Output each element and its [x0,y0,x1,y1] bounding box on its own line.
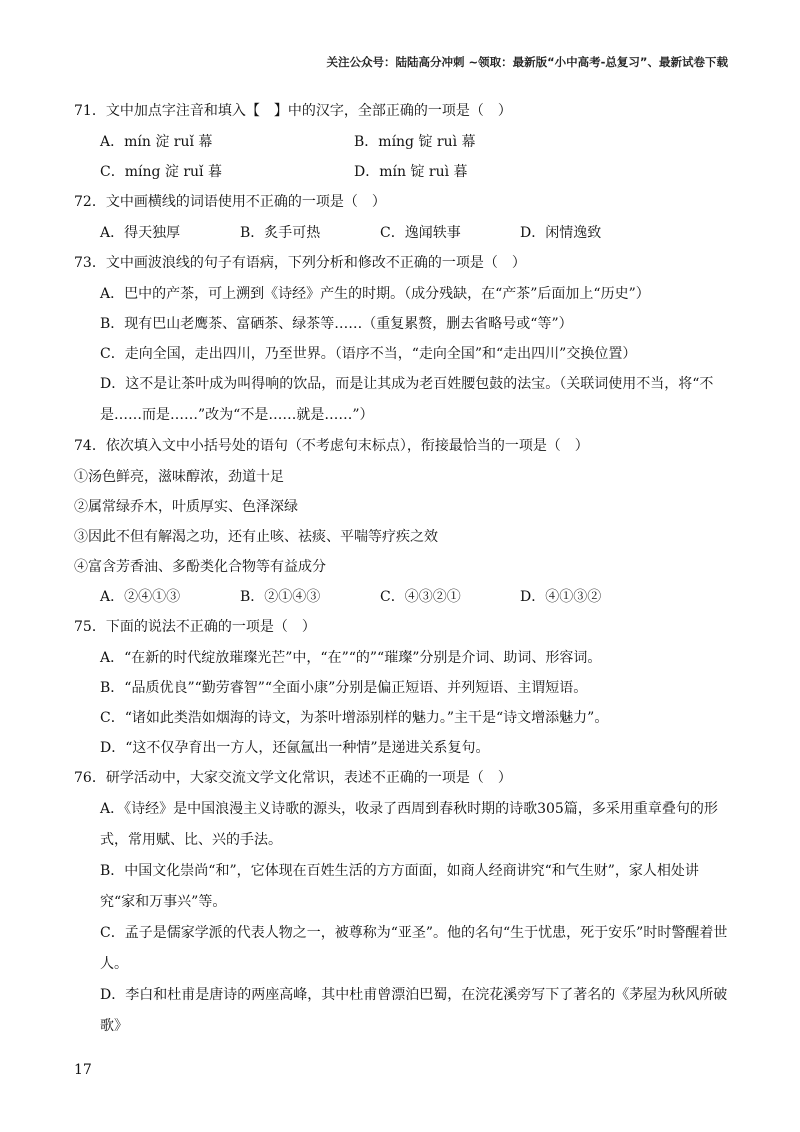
question-stem: 71．文中加点字注音和填入【 】中的汉字，全部正确的一项是（ ） [74,103,512,119]
question-stem: 72．文中画横线的词语使用不正确的一项是（ ） [74,194,386,210]
document-body [74,96,734,1042]
option-a: A．得天独厚 [100,225,181,241]
option-b: B．míng 锭 ruì 幕 [354,134,476,150]
option-c: C．逸闻轶事 [380,225,461,241]
option-d: D．④①③② [520,589,602,605]
option-d: D．mín 锭 ruì 暮 [354,164,468,180]
option-d: D．闲情逸致 [520,225,602,241]
option-a: A．“在新的时代绽放璀璨光芒”中，“在”“的”“璀璨”分别是介词、助词、形容词。 [100,650,602,666]
sentence-item-2: ②属常绿乔木，叶质厚实、色泽深绿 [74,499,298,515]
question-stem: 76．研学活动中，大家交流文学文化常识，表述不正确的一项是（ ） [74,770,512,786]
sentence-item-1: ①汤色鲜亮，滋味醇浓，劲道十足 [74,469,284,485]
question-72 [74,187,734,248]
option-c: C．míng 淀 ruǐ 暮 [100,164,222,180]
page-number: 17 [74,1062,92,1078]
option-b: B．中国文化崇尚“和”，它体现在百姓生活的方方面面，如商人经商讲究“和气生财”，家人相处讲究“家和万事兴”等。 [100,863,699,910]
question-71 [74,96,734,187]
option-b: B．“品质优良”“勤劳睿智”“全面小康”分别是偏正短语、并列短语、主谓短语。 [100,680,588,696]
option-d: D．李白和杜甫是唐诗的两座高峰，其中杜甫曾漂泊巴蜀，在浣花溪旁写下了著名的《茅屋为秋风所破歌》 [100,987,728,1034]
question-74 [74,431,734,612]
option-b: B．现有巴山老鹰茶、富硒茶、绿茶等……（重复累赘，删去省略号或“等”） [100,316,573,332]
option-a: A．《诗经》是中国浪漫主义诗歌的源头，收录了西周到春秋时期的诗歌305篇，多采用重章叠句的形式，常用赋、比、兴的手法。 [100,801,718,848]
options-row [74,127,734,157]
question-stem: 74．依次填入文中小括号处的语句（不考虑句末标点），衔接最恰当的一项是（ ） [74,438,589,454]
options-row [74,218,734,248]
question-76 [74,763,734,1042]
options-row [74,157,734,187]
option-b: B．炙手可热 [240,225,321,241]
option-d: D．“这不仅孕育出一方人，还氤氲出一种情”是递进关系复句。 [100,740,490,756]
options-row [74,582,734,612]
question-stem: 73．文中画波浪线的句子有语病，下列分析和修改不正确的一项是（ ） [74,255,526,271]
question-75 [74,612,734,763]
option-a: A．mín 淀 ruǐ 幕 [100,134,213,150]
option-a: A．②④①③ [100,589,181,605]
sentence-item-3: ③因此不但有解渴之功，还有止咳、祛痰、平喘等疗疾之效 [74,529,438,545]
option-c: C．走向全国，走出四川，乃至世界。（语序不当，“走向全国”和“走出四川”交换位置） [100,346,637,362]
option-c: C．孟子是儒家学派的代表人物之一，被尊称为“亚圣”。他的名句“生于忧患，死于安乐”时时警醒着世人。 [100,925,728,972]
page-header-banner: 关注公众号：陆陆高分冲刺 ~领取：最新版“小中高考-总复习”、最新试卷下载 [326,55,728,69]
option-c: C．“诸如此类浩如烟海的诗文，为茶叶增添别样的魅力。”主干是“诗文增添魅力”。 [100,710,609,726]
sentence-item-4: ④富含芳香油、多酚类化合物等有益成分 [74,559,326,575]
option-a: A．巴中的产茶，可上溯到《诗经》产生的时期。（成分残缺，在“产茶”后面加上“历史”） [100,286,650,302]
option-d: D．这不是让茶叶成为叫得响的饮品，而是让其成为老百姓腰包鼓的法宝。（关联词使用不当，将“不是……而是……”改为“不是……就是……”） [100,376,714,423]
question-73 [74,248,734,431]
question-stem: 75．下面的说法不正确的一项是（ ） [74,619,316,635]
option-c: C．④③②① [380,589,461,605]
option-b: B．②①④③ [240,589,321,605]
